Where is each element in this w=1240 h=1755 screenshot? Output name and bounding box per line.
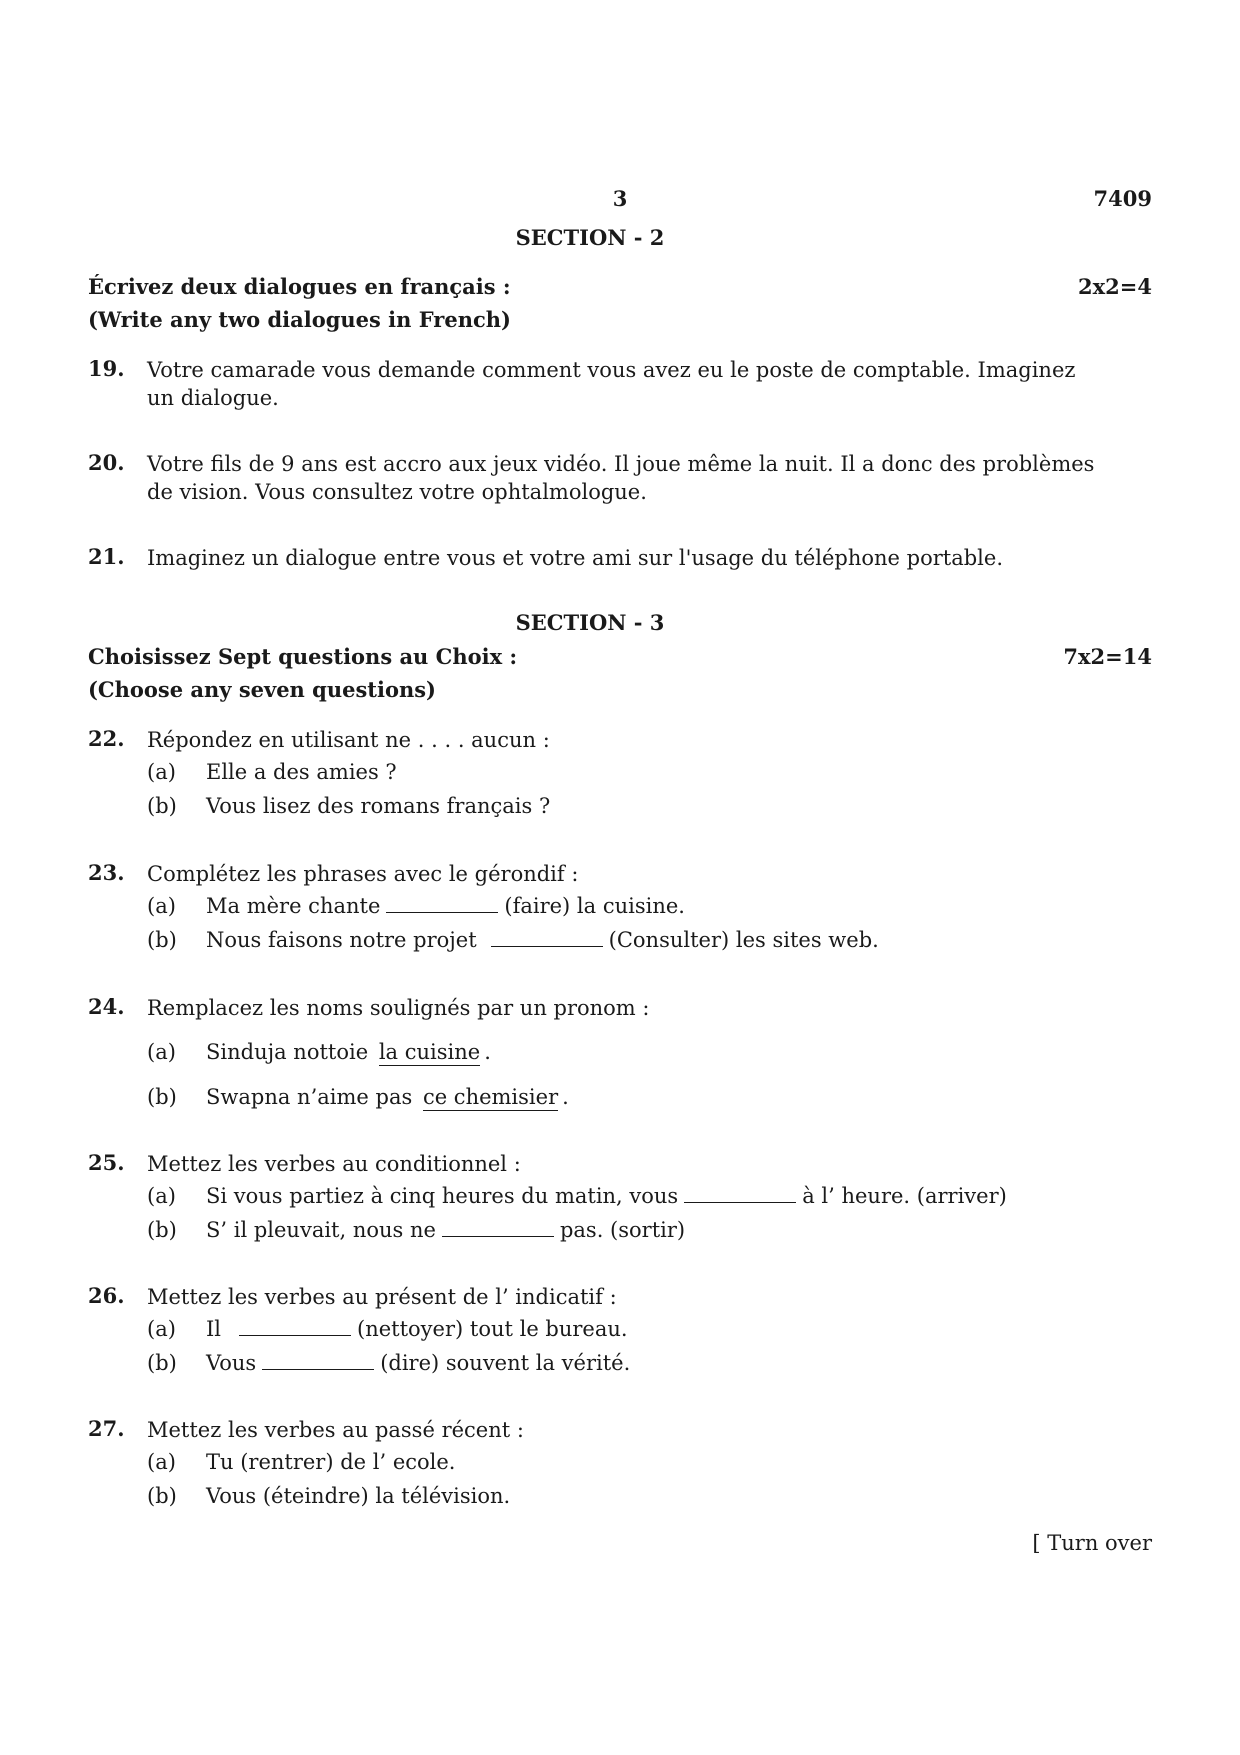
sub-label-b: (b)	[147, 1218, 177, 1242]
sentence-start: Swapna n’aime pas	[206, 1085, 413, 1109]
sentence-end: à l’ heure. (arriver)	[802, 1184, 1007, 1208]
question-number: 24.	[88, 994, 125, 1019]
sentence-end: (faire) la cuisine.	[504, 894, 685, 918]
section-2-marks: 2x2=4	[1078, 274, 1152, 299]
question-text: Mettez les verbes au présent de l’ indicatif :	[147, 1285, 617, 1309]
answer-blank	[491, 928, 603, 947]
sub-label-a: (a)	[147, 894, 176, 918]
sentence-start: Il	[206, 1317, 222, 1341]
sentence-start: S’ il pleuvait, nous ne	[206, 1218, 436, 1242]
sentence-start: Ma mère chante	[206, 894, 381, 918]
sub-text-a	[206, 1040, 491, 1064]
sentence-end: pas. (sortir)	[559, 1218, 686, 1242]
sub-text-b: Vous lisez des romans français ?	[206, 794, 551, 818]
sentence-end: .	[562, 1085, 569, 1109]
question-number: 25.	[88, 1150, 125, 1175]
sub-text-a: Elle a des amies ?	[206, 760, 397, 784]
sub-text-a	[206, 1184, 1007, 1208]
section-3-title: SECTION - 3	[515, 610, 665, 635]
question-text: Remplacez les noms soulignés par un pronom :	[147, 996, 650, 1020]
section-3-marks: 7x2=14	[1063, 644, 1152, 669]
answer-blank	[262, 1351, 374, 1370]
section-2-instruction-fr: Écrivez deux dialogues en français :	[88, 274, 511, 299]
sub-text-a	[206, 1317, 628, 1341]
sub-label-a: (a)	[147, 1184, 176, 1208]
section-2-instruction-en: (Write any two dialogues in French)	[88, 307, 511, 332]
question-number: 23.	[88, 860, 125, 885]
question-number: 26.	[88, 1283, 125, 1308]
section-2-title: SECTION - 2	[515, 225, 665, 250]
answer-blank	[239, 1317, 351, 1336]
turn-over-note: [ Turn over	[1032, 1531, 1152, 1555]
sentence-end: (dire) souvent la vérité.	[380, 1351, 631, 1375]
sub-text-b	[206, 1218, 685, 1242]
section-3-instruction-fr: Choisissez Sept questions au Choix :	[88, 644, 518, 669]
sub-label-a: (a)	[147, 1450, 176, 1474]
question-number: 21.	[88, 544, 125, 569]
sub-label-a: (a)	[147, 1040, 176, 1064]
question-text: Répondez en utilisant ne . . . . aucun :	[147, 728, 550, 752]
sentence-end: .	[484, 1040, 491, 1064]
sentence-start: Nous faisons notre projet	[206, 928, 477, 952]
sub-text-a	[206, 894, 685, 918]
paper-code: 7409	[1093, 186, 1152, 211]
question-text: Imaginez un dialogue entre vous et votre ami sur l'usage du téléphone portable.	[147, 546, 1003, 570]
sentence-end: (nettoyer) tout le bureau.	[357, 1317, 628, 1341]
section-3-instruction-en: (Choose any seven questions)	[88, 677, 436, 702]
answer-blank	[442, 1218, 554, 1237]
question-text: Mettez les verbes au passé récent :	[147, 1418, 524, 1442]
question-text: Votre camarade vous demande comment vous avez eu le poste de comptable. Imaginez un dialogue.	[147, 358, 1076, 410]
sub-label-b: (b)	[147, 1351, 177, 1375]
sub-label-b: (b)	[147, 794, 177, 818]
question-text: Votre fils de 9 ans est accro aux jeux vidéo. Il joue même la nuit. Il a donc des problèmes de vision. Vous consultez votre ophtalmologue.	[147, 452, 1095, 504]
question-text: Mettez les verbes au conditionnel :	[147, 1152, 521, 1176]
answer-blank	[386, 894, 498, 913]
sentence-end: (Consulter) les sites web.	[608, 928, 879, 952]
question-number: 19.	[88, 356, 125, 381]
sub-label-a: (a)	[147, 760, 176, 784]
question-text: Complétez les phrases avec le gérondif :	[147, 862, 579, 886]
sub-label-a: (a)	[147, 1317, 176, 1341]
question-number: 22.	[88, 726, 125, 751]
sub-label-b: (b)	[147, 928, 177, 952]
sub-text-a: Tu (rentrer) de l’ ecole.	[206, 1450, 456, 1474]
sub-label-b: (b)	[147, 1085, 177, 1109]
question-number: 20.	[88, 450, 125, 475]
sub-text-b: Vous (éteindre) la télévision.	[206, 1484, 511, 1508]
underlined-noun: ce chemisier	[422, 1085, 559, 1109]
sentence-start: Si vous partiez à cinq heures du matin, vous	[206, 1184, 679, 1208]
sub-label-b: (b)	[147, 1484, 177, 1508]
sentence-start: Sinduja nottoie	[206, 1040, 369, 1064]
underlined-noun: la cuisine	[378, 1040, 481, 1064]
question-number: 27.	[88, 1416, 125, 1441]
sub-text-b	[206, 1351, 630, 1375]
page-number: 3	[612, 186, 628, 211]
sub-text-b	[206, 928, 879, 952]
answer-blank	[684, 1184, 796, 1203]
sentence-start: Vous	[206, 1351, 257, 1375]
sub-text-b	[206, 1085, 569, 1109]
